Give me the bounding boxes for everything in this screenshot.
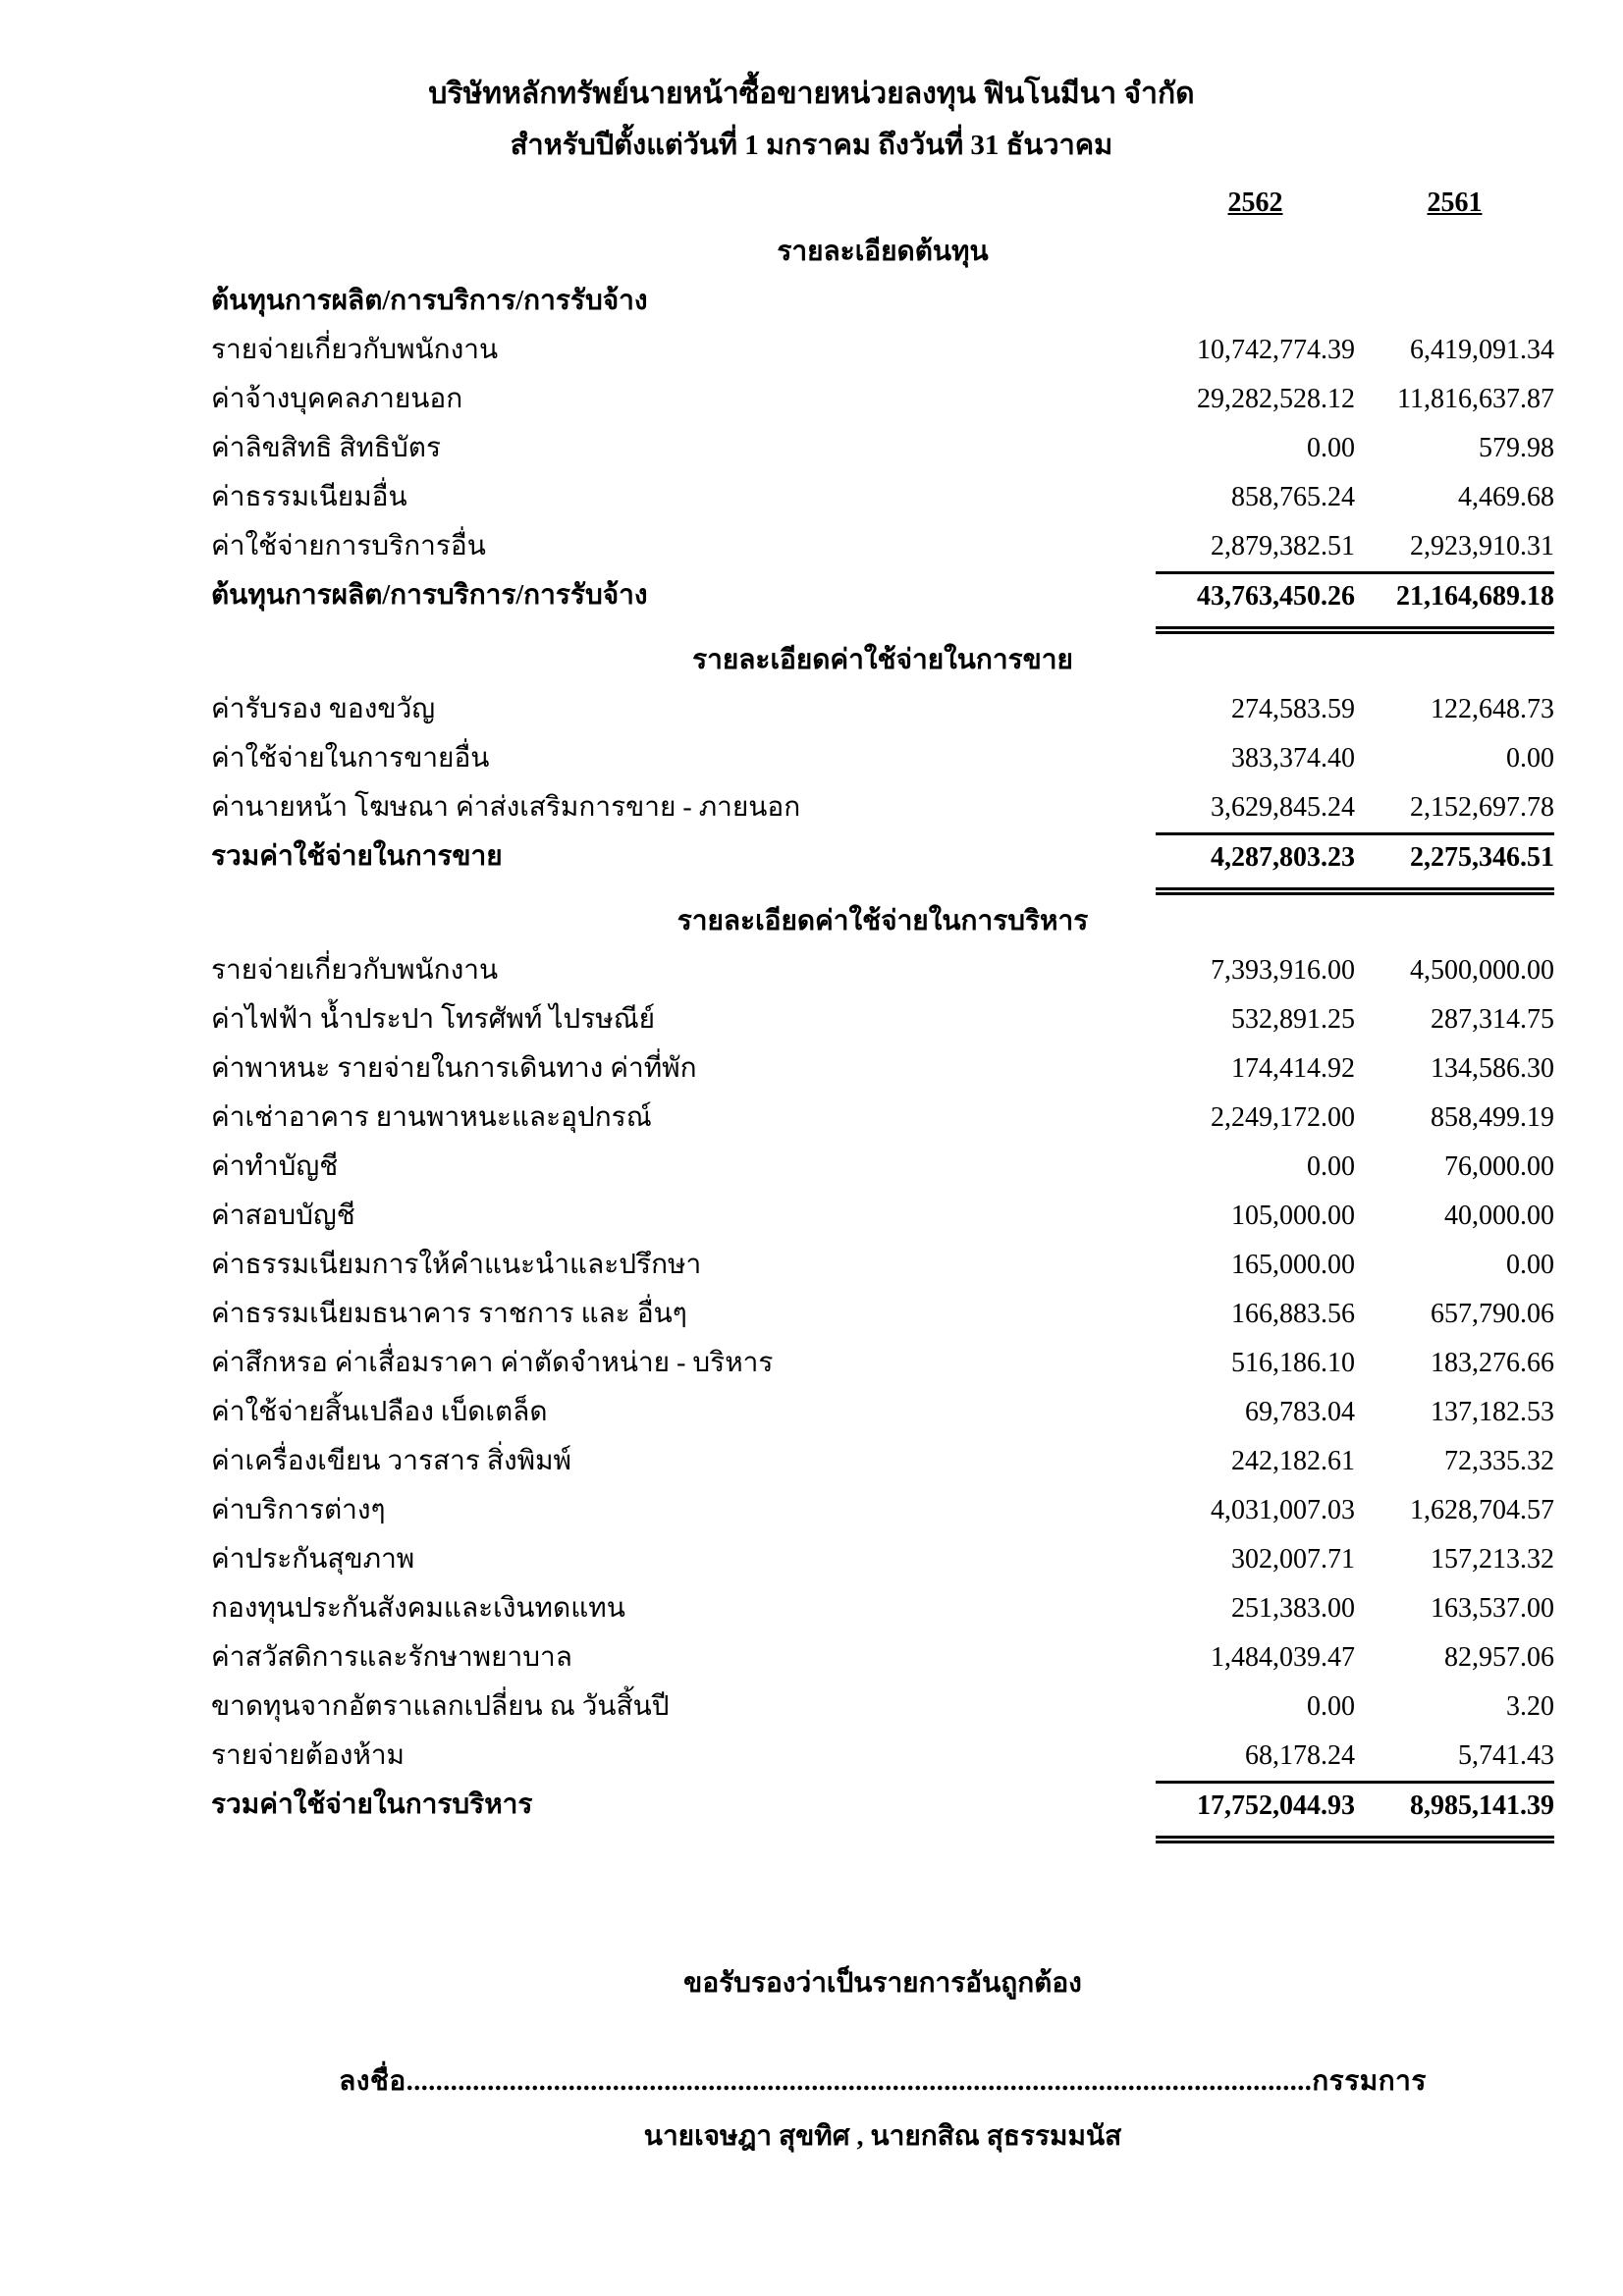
row-label: ค่าประกันสุขภาพ (211, 1544, 415, 1575)
table-row (211, 995, 1554, 1044)
amount-2562: 0.00 (1307, 1691, 1355, 1722)
row-label: ค่าใช้จ่ายสิ้นเปลือง เบ็ดเตล็ด (211, 1397, 548, 1427)
amount-2561: 21,164,689.18 (1355, 571, 1554, 620)
table-row (211, 1339, 1554, 1388)
signature-line: ลงชื่อ...........................................................................................................................กรรมการ (339, 2066, 1427, 2097)
row-label: รวมค่าใช้จ่ายในการขาย (211, 841, 503, 872)
amount-2562: 2,249,172.00 (1211, 1102, 1355, 1133)
row-label: ค่าใช้จ่ายในการขายอื่น (211, 743, 490, 774)
amount-2561: 657,790.06 (1431, 1299, 1554, 1329)
year-header-row (211, 179, 1554, 228)
amount-2562: 0.00 (1307, 433, 1355, 463)
table-row (211, 685, 1554, 734)
row-label: ค่ารับรอง ของขวัญ (211, 694, 436, 724)
amount-2561: 0.00 (1506, 1250, 1554, 1280)
row-label: ค่าธรรมเนียมธนาคาร ราชการ และ อื่นๆ (211, 1299, 687, 1329)
table-row (211, 522, 1554, 571)
amount-2561: 134,586.30 (1431, 1053, 1554, 1084)
amount-2562: 165,000.00 (1231, 1250, 1355, 1280)
table-row (211, 1584, 1554, 1633)
amount-2562: 302,007.71 (1231, 1544, 1355, 1575)
table-row (211, 1290, 1554, 1339)
amount-2561: 122,648.73 (1431, 694, 1554, 724)
section-heading: รายละเอียดค่าใช้จ่ายในการขาย (692, 645, 1073, 675)
table-row (211, 1044, 1554, 1094)
amount-2561: 163,537.00 (1431, 1593, 1554, 1624)
row-label: รายจ่ายต้องห้าม (211, 1740, 406, 1771)
table-row (211, 326, 1554, 375)
amount-2562: 4,287,803.23 (1156, 832, 1355, 881)
amount-2562: 3,629,845.24 (1211, 792, 1355, 823)
total-row (211, 1781, 1554, 1830)
amount-2561: 858,499.19 (1431, 1102, 1554, 1133)
table-row (211, 1388, 1554, 1437)
amount-2561: 0.00 (1506, 743, 1554, 774)
amount-2561: 4,500,000.00 (1410, 955, 1554, 986)
amount-2561: 157,213.32 (1431, 1544, 1554, 1575)
table-row (211, 424, 1554, 473)
table-row (211, 1094, 1554, 1143)
amount-2561 (1355, 277, 1554, 326)
amount-2562: 17,752,044.93 (1156, 1781, 1355, 1830)
year-header-2561: 2561 (1427, 187, 1483, 218)
total-double-rule (211, 1830, 1554, 1845)
row-label: กองทุนประกันสังคมและเงินทดแทน (211, 1593, 625, 1624)
row-label: รายจ่ายเกี่ยวกับพนักงาน (211, 955, 499, 986)
table-row (211, 1486, 1554, 1535)
amount-2561: 11,816,637.87 (1397, 384, 1554, 414)
amount-2562: 858,765.24 (1231, 482, 1355, 512)
table-row (211, 375, 1554, 424)
amount-2562: 105,000.00 (1231, 1201, 1355, 1231)
row-label: ค่าสอบบัญชี (211, 1201, 355, 1231)
double-rule-2561 (1355, 1830, 1554, 1843)
table-row (211, 946, 1554, 995)
section-heading: รายละเอียดค่าใช้จ่ายในการบริหาร (676, 906, 1089, 936)
amount-2561: 2,275,346.51 (1355, 832, 1554, 881)
amount-2562: 383,374.40 (1231, 743, 1355, 774)
sections-container (211, 228, 1554, 1845)
amount-2561: 287,314.75 (1431, 1004, 1554, 1035)
amount-2562: 532,891.25 (1231, 1004, 1355, 1035)
period-subtitle: สำหรับปีตั้งแต่วันที่ 1 มกราคม ถึงวันที่ 31 ธันวาคม (510, 130, 1113, 161)
amount-2561: 3.20 (1506, 1691, 1554, 1722)
table-row (211, 1192, 1554, 1241)
row-label: ค่าเครื่องเขียน วารสาร สิ่งพิมพ์ (211, 1446, 572, 1476)
row-label: ค่าธรรมเนียมการให้คำแนะนำและปรึกษา (211, 1250, 702, 1280)
amount-2561: 40,000.00 (1444, 1201, 1554, 1231)
amount-2561: 1,628,704.57 (1410, 1495, 1554, 1525)
amount-2562: 2,879,382.51 (1211, 531, 1355, 561)
double-rule-2562 (1156, 1830, 1355, 1843)
amount-2562: 516,186.10 (1231, 1348, 1355, 1378)
table-row (211, 734, 1554, 783)
row-label: ค่านายหน้า โฆษณา ค่าส่งเสริมการขาย - ภายนอก (211, 792, 801, 823)
amount-2562: 69,783.04 (1245, 1397, 1355, 1427)
amount-2561: 137,182.53 (1431, 1397, 1554, 1427)
amount-2561: 579.98 (1479, 433, 1554, 463)
double-rule-2561 (1355, 881, 1554, 895)
row-label: รวมค่าใช้จ่ายในการบริหาร (211, 1789, 533, 1820)
row-label: รายจ่ายเกี่ยวกับพนักงาน (211, 335, 499, 365)
double-rule-2562 (1156, 881, 1355, 895)
table-row (211, 783, 1554, 832)
amount-2561: 8,985,141.39 (1355, 1781, 1554, 1830)
double-rule-2561 (1355, 620, 1554, 634)
total-row (211, 571, 1554, 620)
amount-2562: 1,484,039.47 (1211, 1642, 1355, 1673)
total-double-rule (211, 881, 1554, 897)
row-label: ค่าพาหนะ รายจ่ายในการเดินทาง ค่าที่พัก (211, 1053, 697, 1084)
table-row (211, 1682, 1554, 1732)
double-rule-2562 (1156, 620, 1355, 634)
row-label: ต้นทุนการผลิต/การบริการ/การรับจ้าง (211, 286, 648, 316)
amount-2561: 82,957.06 (1444, 1642, 1554, 1673)
table-row (211, 1535, 1554, 1584)
amount-2562: 29,282,528.12 (1197, 384, 1355, 414)
amount-2561: 2,923,910.31 (1410, 531, 1554, 561)
double-rule-spacer (211, 881, 1156, 897)
table-row (211, 1633, 1554, 1682)
signatories-names: นายเจษฎา สุขทิศ , นายกสิณ สุธรรมมนัส (643, 2121, 1122, 2152)
row-label: ต้นทุนการผลิต/การบริการ/การรับจ้าง (211, 580, 648, 611)
year-header-2562: 2562 (1227, 187, 1283, 218)
total-double-rule (211, 620, 1554, 636)
amount-2562 (1156, 277, 1355, 326)
company-title: บริษัทหลักทรัพย์นายหน้าซื้อขายหน่วยลงทุน ฟินโนมีนา จำกัด (428, 78, 1195, 110)
certification-statement: ขอรับรองว่าเป็นรายการอันถูกต้อง (683, 1968, 1082, 1999)
statement-table (211, 179, 1554, 2162)
total-row (211, 832, 1554, 881)
amount-2562: 68,178.24 (1245, 1740, 1355, 1771)
amount-2562: 274,583.59 (1231, 694, 1355, 724)
amount-2562: 242,182.61 (1231, 1446, 1355, 1476)
table-row (211, 473, 1554, 522)
amount-2562: 174,414.92 (1231, 1053, 1355, 1084)
row-label: ค่าลิขสิทธิ สิทธิบัตร (211, 433, 442, 463)
table-row (211, 1437, 1554, 1486)
table-row (211, 1143, 1554, 1192)
row-label: ขาดทุนจากอัตราแลกเปลี่ยน ณ วันสิ้นปี (211, 1691, 670, 1722)
row-label: ค่าบริการต่างๆ (211, 1495, 386, 1525)
amount-2562: 166,883.56 (1231, 1299, 1355, 1329)
amount-2561: 5,741.43 (1458, 1740, 1554, 1771)
amount-2562: 43,763,450.26 (1156, 571, 1355, 620)
row-label: ค่าใช้จ่ายการบริการอื่น (211, 531, 486, 561)
amount-2561: 76,000.00 (1444, 1151, 1554, 1182)
row-label: ค่าเช่าอาคาร ยานพาหนะและอุปกรณ์ (211, 1102, 652, 1133)
amount-2562: 251,383.00 (1231, 1593, 1355, 1624)
amount-2561: 4,469.68 (1458, 482, 1554, 512)
row-label: ค่าไฟฟ้า น้ำประปา โทรศัพท์ ไปรษณีย์ (211, 1004, 656, 1035)
document-header (0, 0, 1623, 165)
amount-2561: 183,276.66 (1431, 1348, 1554, 1378)
row-label: ค่าจ้างบุคคลภายนอก (211, 384, 463, 414)
table-row (211, 1241, 1554, 1290)
amount-2561: 72,335.32 (1444, 1446, 1554, 1476)
row-label: ค่าสึกหรอ ค่าเสื่อมราคา ค่าตัดจำหน่าย - บริหาร (211, 1348, 774, 1378)
row-label: ค่าสวัสดิการและรักษาพยาบาล (211, 1642, 572, 1673)
double-rule-spacer (211, 620, 1156, 636)
table-row (211, 277, 1554, 326)
row-label: ค่าทำบัญชี (211, 1151, 339, 1182)
table-row (211, 1732, 1554, 1781)
amount-2562: 4,031,007.03 (1211, 1495, 1355, 1525)
amount-2561: 6,419,091.34 (1410, 335, 1554, 365)
row-label: ค่าธรรมเนียมอื่น (211, 482, 407, 512)
year-header-spacer (211, 179, 1156, 228)
amount-2561: 2,152,697.78 (1410, 792, 1554, 823)
amount-2562: 7,393,916.00 (1211, 955, 1355, 986)
section-heading: รายละเอียดต้นทุน (777, 237, 989, 267)
amount-2562: 10,742,774.39 (1197, 335, 1355, 365)
double-rule-spacer (211, 1830, 1156, 1845)
amount-2562: 0.00 (1307, 1151, 1355, 1182)
